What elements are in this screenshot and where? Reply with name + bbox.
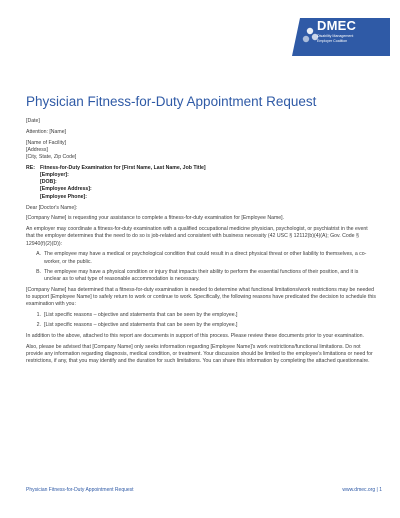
list-marker: B. — [36, 268, 41, 275]
list-text: [List specific reasons – objective and statements that can be seen by the employee.] — [44, 312, 238, 319]
re-line: [DOB]: — [40, 179, 57, 186]
list-marker: 1. — [36, 312, 41, 319]
address-line: [City, State, Zip Code] — [26, 154, 77, 160]
attention-line: Attention: [Name] — [26, 128, 67, 135]
list-marker: 2. — [36, 322, 41, 329]
salutation: Dear [Doctor's Name]: — [26, 204, 78, 211]
logo-name: DMEC — [317, 18, 357, 33]
re-block — [26, 165, 376, 201]
paragraph-attachments: In addition to the above, attached to this report are documents in support of this process. Please review these documents prior to your examination. — [26, 333, 364, 340]
footer-document-title: Physician Fitness-for-Duty Appointment Request — [26, 487, 134, 493]
re-line: [Employee Phone]: — [40, 193, 87, 200]
list-text: [List specific reasons – objective and statements that can be seen by the employee.] — [44, 322, 238, 329]
list-text: The employee may have a medical or psychological condition that could result in a direct physical threat or other liability to themselves, a co-worker, or the public. — [44, 251, 367, 265]
address-line: [Address] — [26, 146, 48, 153]
logo-sub2: Employer Coalition — [317, 39, 348, 44]
paragraph-determination: [Company Name] has determined that a fitness-for-duty examination is needed to determine what functional limitations/work restrictions may be needed to support [Employee Name] to safely return to work or continue to work. Specifically, the following reasons have predicated the decision to schedule this examination with you: — [26, 286, 376, 308]
re-lines — [40, 165, 206, 201]
logo-text — [317, 19, 356, 44]
paragraph-request: [Company Name] is requesting your assistance to complete a fitness-for-duty examination for [Employee Name]. — [26, 215, 285, 222]
list-item — [26, 269, 376, 283]
paragraph-restrictions: Also, please be advised that [Company Name] only seeks information regarding [Employee Name]'s work restrictions/functional limitations. Do not provide any information regarding diagnosis, medical condition, or treatment. Your discussion should be limited to the employee's limitations or need for restrictions, if any, that you may identify and the duration for such limitations. You can share this information by completing the attached questionnaire. — [26, 343, 373, 365]
footer-page-info: www.dmec.org | 1 — [342, 487, 382, 493]
list-item — [26, 322, 376, 329]
re-label: RE: — [26, 164, 35, 171]
re-line: [Employee Address]: — [40, 186, 92, 193]
re-line: [Employer]: — [40, 172, 69, 178]
list-item — [26, 312, 376, 319]
date-line: [Date] — [26, 118, 40, 124]
paragraph-legal-basis: An employer may coordinate a fitness-for-duty examination with a qualified occupational medicine physician, psychologist, or psychiatrist in the event that the employer determines that the need to do so is job-related and consistent with business necessity (42 USC § 12112(b)(4)(A); Gov. Code § 12940(f)(2)(D)): — [26, 226, 368, 247]
list-text: The employee may have a physical condition or injury that impacts their ability to perform the essential functions of their position, and it is unclear as to what type of reasonable accommodation is necessary. — [44, 268, 359, 283]
re-line: Fitness-for-Duty Examination for [First Name, Last Name, Job Title] — [40, 164, 206, 171]
logo-sub1: Disability Management — [317, 34, 354, 38]
list-marker: A. — [36, 251, 41, 258]
letter-body — [26, 118, 376, 365]
address-block — [26, 140, 376, 162]
address-line: [Name of Facility] — [26, 139, 67, 146]
page-title: Physician Fitness-for-Duty Appointment Request — [26, 94, 317, 109]
list-item — [26, 251, 376, 265]
